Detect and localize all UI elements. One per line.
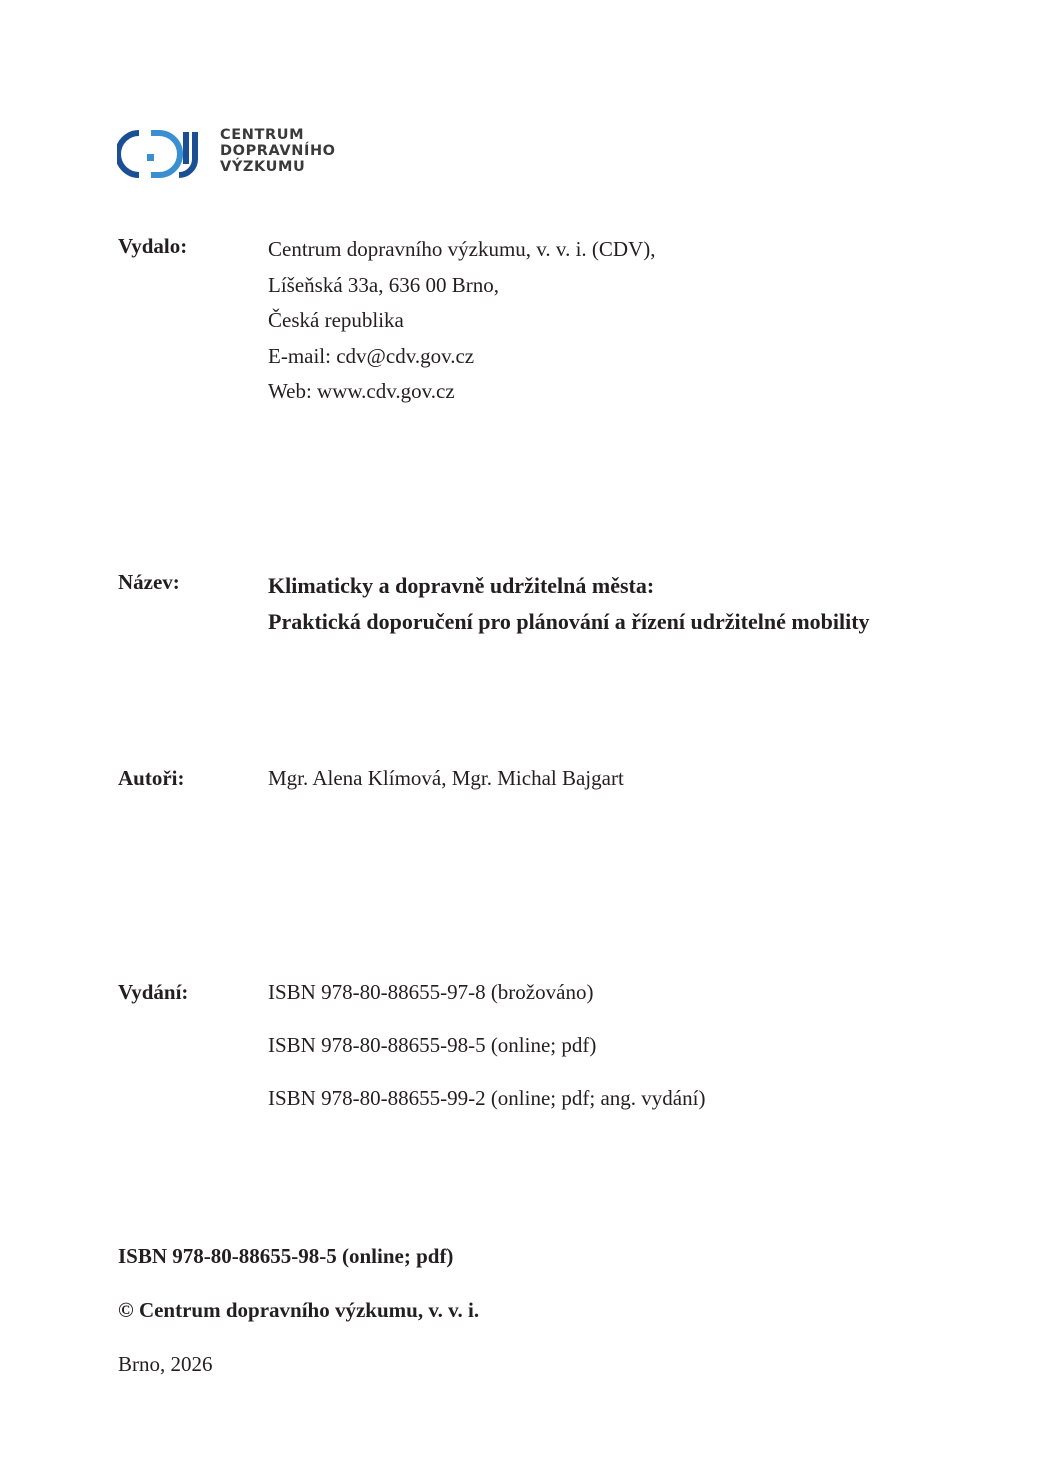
logo-line-3: VÝZKUMU xyxy=(220,159,306,175)
isbn-online-english: ISBN 978-80-88655-99-2 (online; pdf; ang. vydání) xyxy=(268,1086,706,1110)
title-label: Název: xyxy=(118,570,180,594)
authors-label: Autoři: xyxy=(118,766,185,790)
publisher-email: E-mail: cdv@cdv.gov.cz xyxy=(268,343,475,368)
isbn-print: ISBN 978-80-88655-97-8 (brožováno) xyxy=(268,980,594,1004)
logo-line-2: DOPRAVNÍHO xyxy=(220,143,336,159)
footer-isbn: ISBN 978-80-88655-98-5 (online; pdf) xyxy=(118,1244,454,1268)
cdv-logo xyxy=(117,127,357,183)
logo-line-1: CENTRUM xyxy=(220,127,305,143)
publisher-street: Líšeňská 33a, 636 00 Brno, xyxy=(268,272,499,297)
edition-label: Vydání: xyxy=(118,980,189,1004)
footer-place-year: Brno, 2026 xyxy=(118,1352,213,1376)
publisher-block xyxy=(268,232,655,410)
authors-text: Mgr. Alena Klímová, Mgr. Michal Bajgart xyxy=(268,766,624,790)
publisher-name: Centrum dopravního výzkumu, v. v. i. (CDV), xyxy=(268,237,656,261)
footer-copyright: © Centrum dopravního výzkumu, v. v. i. xyxy=(118,1298,480,1322)
publisher-web: Web: www.cdv.gov.cz xyxy=(268,379,455,403)
title-line-1: Klimaticky a dopravně udržitelná města: xyxy=(268,573,655,598)
isbn-online-pdf: ISBN 978-80-88655-98-5 (online; pdf) xyxy=(268,1033,597,1057)
title-line-2: Praktická doporučení pro plánování a řízení udržitelné mobility xyxy=(268,609,870,634)
publisher-label: Vydalo: xyxy=(118,234,188,258)
publisher-country: Česká republika xyxy=(268,308,404,332)
isbn-list xyxy=(268,978,705,1137)
title-block xyxy=(268,568,870,640)
cdv-logo-mark xyxy=(117,129,217,179)
logo-wordmark xyxy=(220,127,336,175)
